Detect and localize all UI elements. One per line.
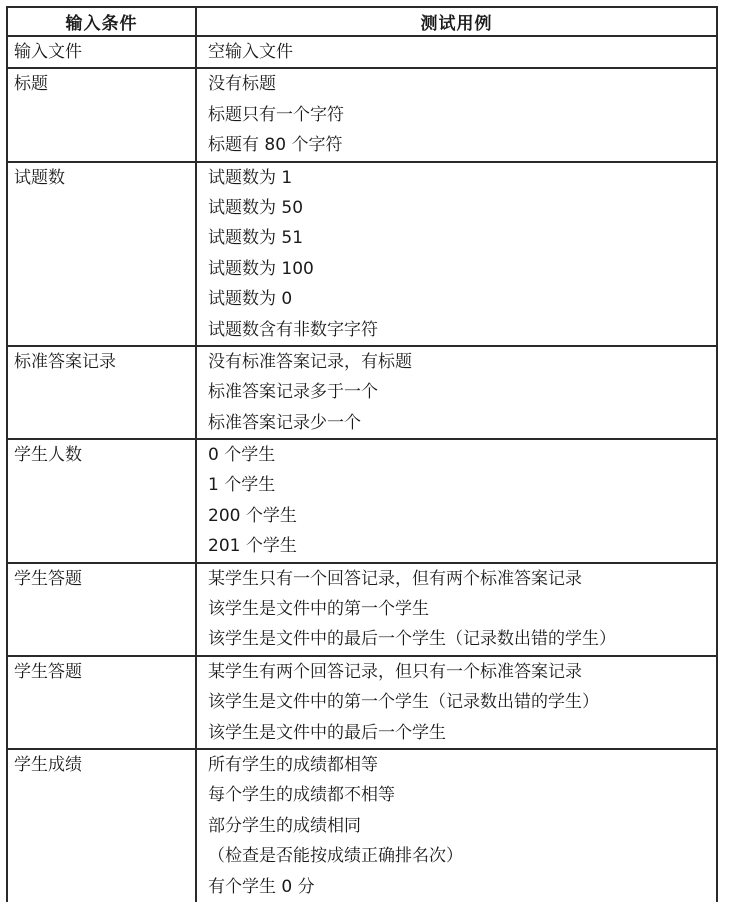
test-cases-cell [196, 36, 716, 68]
input-condition-text: 学生答题 [14, 661, 82, 682]
table-row [8, 563, 716, 656]
test-case-text: 每个学生的成绩都不相等 [208, 785, 395, 806]
input-condition-text: 试题数 [14, 167, 65, 188]
test-case-text: 200 个学生 [208, 505, 297, 526]
table-row [8, 749, 716, 902]
test-case-text: （检查是否能按成绩正确排名次） [208, 846, 463, 867]
test-case-text: 试题数为 50 [208, 197, 304, 218]
header-input-condition: 输入条件 [8, 8, 196, 36]
test-case-text: 该学生是文件中的最后一个学生 [208, 722, 446, 743]
test-case-text: 该学生是文件中的第一个学生（记录数出错的学生） [208, 692, 599, 713]
table-header-row [8, 8, 716, 36]
table-row [8, 346, 716, 439]
test-case-text: 有个学生 0 分 [208, 876, 315, 897]
table-row [8, 439, 716, 563]
test-cases-cell [196, 563, 716, 656]
test-case-text: 没有标准答案记录，有标题 [208, 351, 412, 372]
table-row [8, 36, 716, 68]
test-case-text: 试题数为 0 [208, 289, 293, 310]
test-case-table [8, 8, 716, 902]
test-case-text: 试题数为 100 [208, 258, 314, 279]
table-row [8, 162, 716, 346]
input-condition-text: 标题 [14, 74, 48, 95]
test-case-text: 某学生只有一个回答记录，但有两个标准答案记录 [208, 568, 582, 589]
test-case-text: 部分学生的成绩相同 [208, 815, 361, 836]
test-case-text: 试题数为 51 [208, 228, 304, 249]
test-case-text: 该学生是文件中的最后一个学生（记录数出错的学生） [208, 629, 616, 650]
test-case-text: 该学生是文件中的第一个学生 [208, 599, 429, 620]
input-condition-cell [8, 439, 196, 563]
input-condition-cell [8, 656, 196, 749]
test-case-text: 标准答案记录少一个 [208, 412, 361, 433]
input-condition-text: 标准答案记录 [14, 351, 116, 372]
test-cases-cell [196, 656, 716, 749]
table-row [8, 68, 716, 161]
input-condition-cell [8, 68, 196, 161]
input-condition-cell [8, 346, 196, 439]
test-cases-cell [196, 346, 716, 439]
table-body [8, 36, 716, 902]
header-test-cases: 测试用例 [196, 8, 716, 36]
input-condition-text: 输入文件 [14, 42, 82, 62]
test-case-text: 没有标题 [208, 74, 276, 95]
input-condition-cell [8, 749, 196, 902]
input-condition-text: 学生答题 [14, 568, 82, 589]
test-cases-cell [196, 68, 716, 161]
test-case-text: 标题只有一个字符 [208, 104, 344, 125]
input-condition-cell [8, 36, 196, 68]
test-case-text: 试题数含有非数字字符 [208, 319, 378, 340]
test-case-text: 1 个学生 [208, 475, 276, 496]
test-case-text: 0 个学生 [208, 445, 276, 466]
input-condition-cell [8, 563, 196, 656]
test-case-text: 试题数为 1 [208, 167, 293, 188]
input-condition-text: 学生成绩 [14, 754, 82, 775]
test-case-text: 201 个学生 [208, 536, 297, 557]
test-case-table-container [6, 6, 718, 902]
test-case-text: 某学生有两个回答记录，但只有一个标准答案记录 [208, 661, 582, 682]
test-cases-cell [196, 749, 716, 902]
test-case-text: 标题有 80 个字符 [208, 135, 343, 156]
test-case-text: 所有学生的成绩都相等 [208, 754, 378, 775]
input-condition-text: 学生人数 [14, 445, 82, 466]
table-row [8, 656, 716, 749]
test-cases-cell [196, 162, 716, 346]
test-case-text: 空输入文件 [208, 42, 293, 62]
test-case-text: 标准答案记录多于一个 [208, 382, 378, 403]
input-condition-cell [8, 162, 196, 346]
test-cases-cell [196, 439, 716, 563]
